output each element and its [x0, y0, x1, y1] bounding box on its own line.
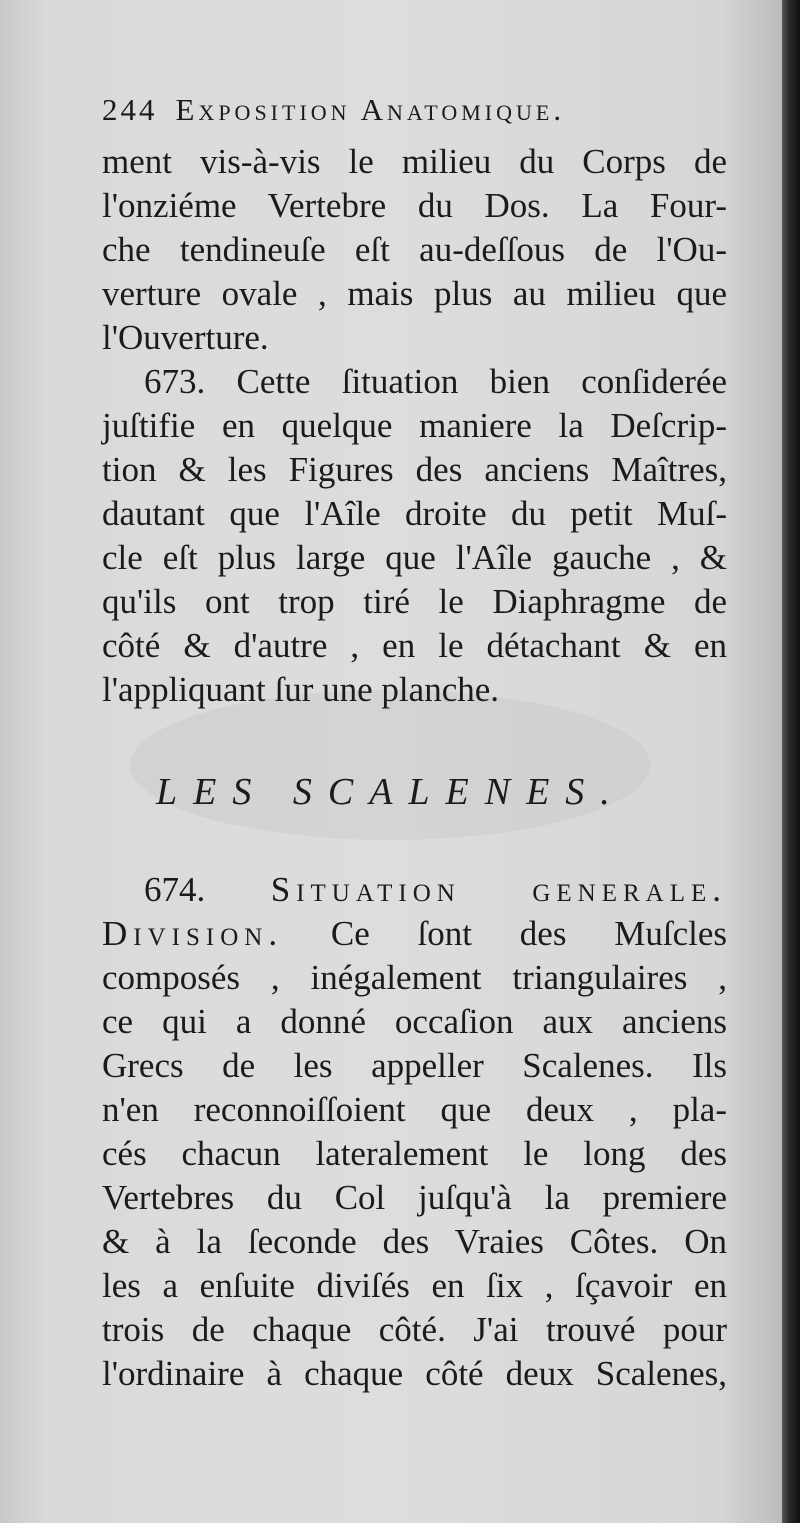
paragraph-674	[102, 868, 727, 1396]
text-line: trois de chaque côté. J'ai trouvé pour	[102, 1310, 727, 1349]
spacer	[102, 712, 727, 762]
text-line: tion & les Figures des anciens Maîtres,	[102, 450, 727, 489]
page-number: 244	[102, 92, 158, 127]
page-edge-shadow	[782, 0, 800, 1523]
page-text	[102, 92, 727, 1396]
text-line: cle eſt plus large que l'Aîle gauche , &	[102, 538, 727, 577]
text-line: les a enſuite diviſés en ſix , ſçavoir en	[102, 1266, 727, 1305]
text-line: cés chacun lateralement le long des	[102, 1134, 727, 1173]
text-line: côté & d'autre , en le détachant & en	[102, 626, 727, 665]
paragraph-673	[102, 360, 727, 712]
text-line: ment vis-à-vis le milieu du Corps de	[102, 142, 727, 181]
running-header	[102, 92, 727, 140]
text-line: n'en reconnoiſſoient que deux , pla-	[102, 1090, 727, 1129]
text-fragment: Ce ſont des Muſcles	[330, 914, 727, 953]
caps-heading: Situation generale.	[270, 870, 727, 909]
text-line	[102, 912, 727, 956]
text-line: l'onziéme Vertebre du Dos. La Four-	[102, 186, 727, 225]
text-line: composés , inégalement triangulaires ,	[102, 958, 727, 997]
text-line: & à la ſeconde des Vraies Côtes. On	[102, 1222, 727, 1261]
section-heading: LES SCALENES.	[156, 771, 626, 813]
paragraph-number: 674.	[144, 870, 206, 909]
running-title: Exposition Anatomique.	[175, 92, 566, 127]
text-line: che tendineuſe eſt au-deſſous de l'Ou-	[102, 230, 727, 269]
spacer	[102, 822, 727, 868]
text-line: Grecs de les appeller Scalenes. Ils	[102, 1046, 727, 1085]
caps-heading: Division.	[102, 914, 284, 953]
text-line: dautant que l'Aîle droite du petit Muſ-	[102, 494, 727, 533]
text-line: l'Ouverture.	[102, 318, 269, 357]
text-line: ce qui a donné occaſion aux anciens	[102, 1002, 727, 1041]
text-line: 673. Cette ſituation bien conſiderée	[144, 362, 727, 401]
text-line: juſtifie en quelque maniere la Deſcrip-	[102, 406, 727, 445]
text-line	[102, 868, 727, 912]
text-line: verture ovale , mais plus au milieu que	[102, 274, 727, 313]
text-line: Vertebres du Col juſqu'à la premiere	[102, 1178, 727, 1217]
text-line: l'appliquant ſur une planche.	[102, 670, 500, 709]
text-line: l'ordinaire à chaque côté deux Scalenes,	[102, 1354, 727, 1393]
text-line: qu'ils ont trop tiré le Diaphragme de	[102, 582, 727, 621]
paragraph-continued	[102, 140, 727, 360]
